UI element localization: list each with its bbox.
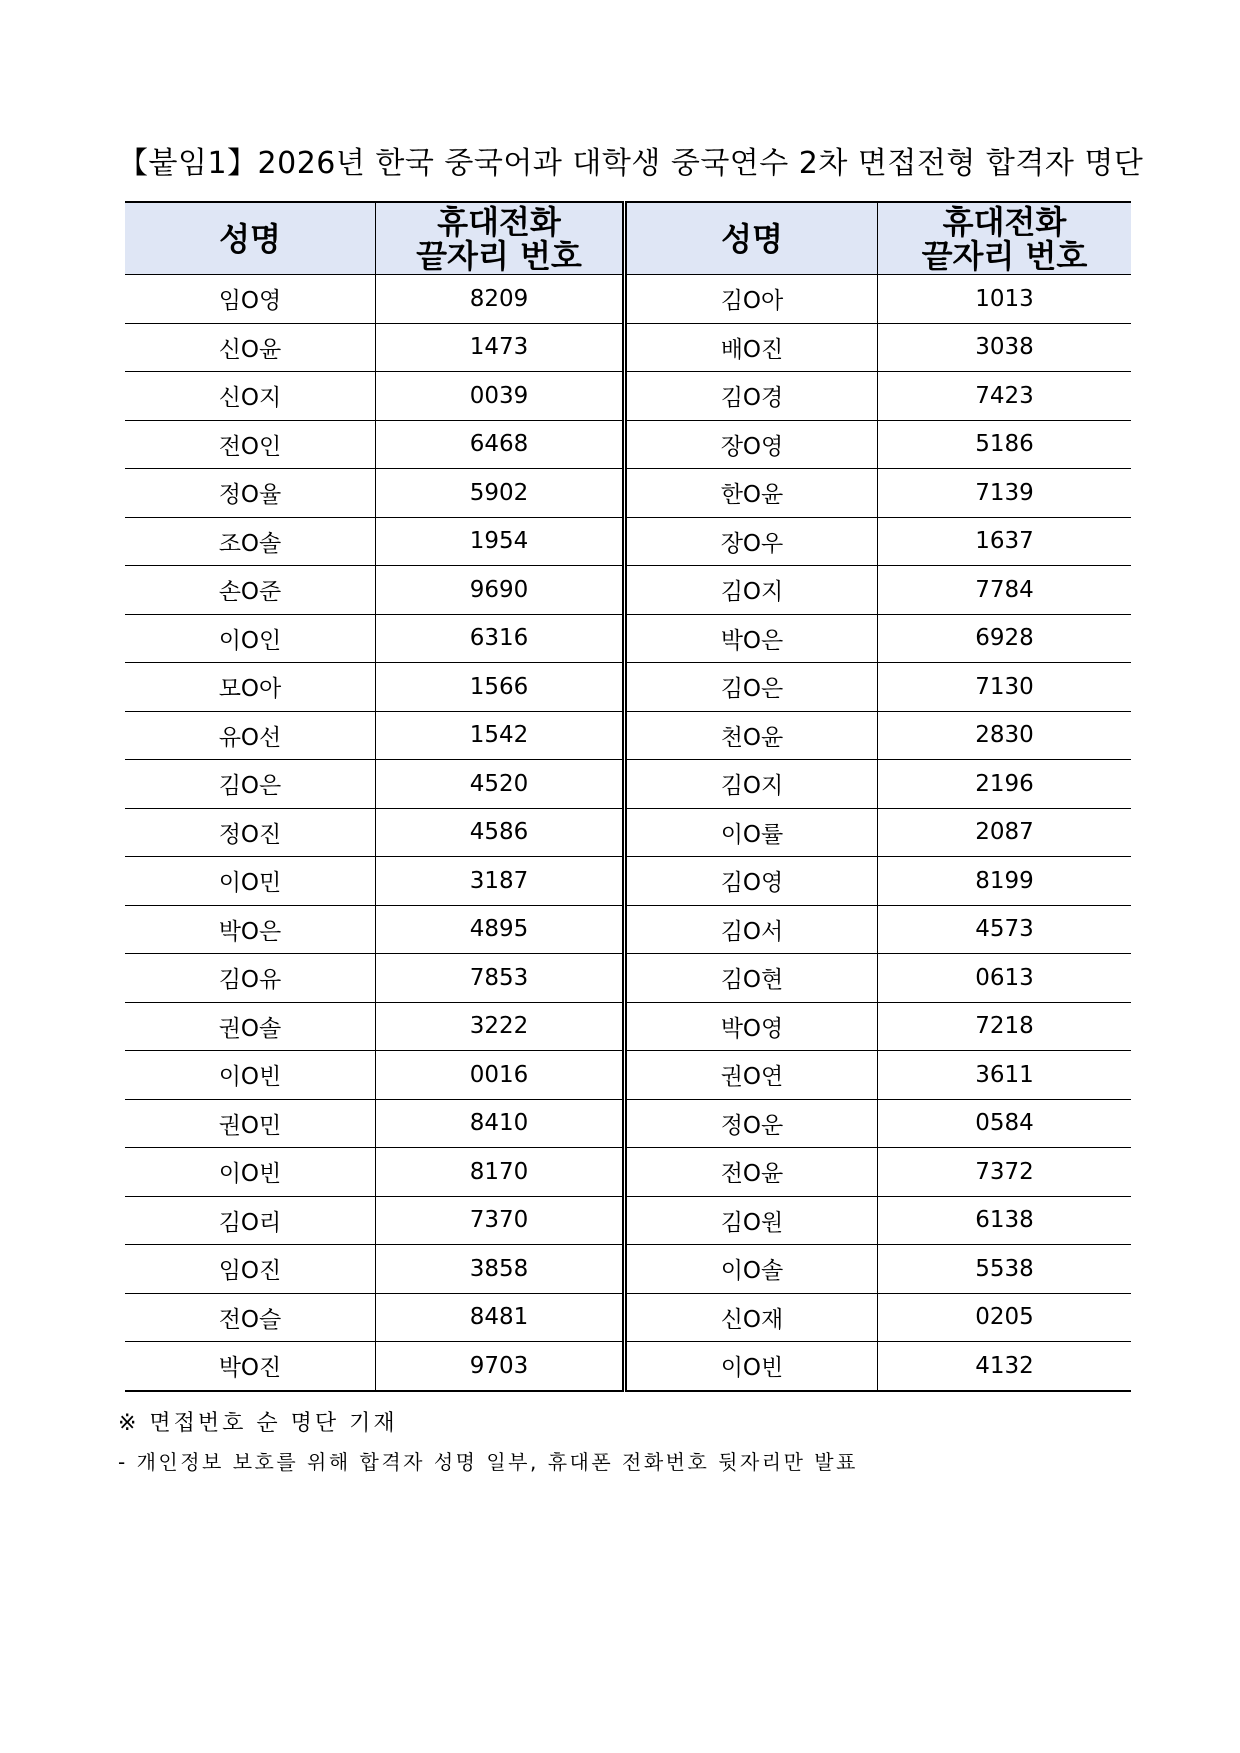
cell-name-left: 손O준 xyxy=(125,566,376,615)
cell-phone-left: 1542 xyxy=(376,711,625,760)
cell-name-right: 김O현 xyxy=(625,954,878,1003)
cell-name-right: 김O지 xyxy=(625,566,878,615)
cell-phone-right: 4573 xyxy=(878,905,1132,954)
cell-phone-left: 7370 xyxy=(376,1196,625,1245)
cell-name-right: 이O빈 xyxy=(625,1342,878,1391)
cell-phone-left: 4895 xyxy=(376,905,625,954)
cell-name-left: 전O인 xyxy=(125,420,376,469)
cell-name-right: 한O윤 xyxy=(625,469,878,518)
cell-name-right: 신O재 xyxy=(625,1293,878,1342)
cell-phone-left: 0016 xyxy=(376,1051,625,1100)
cell-name-left: 정O율 xyxy=(125,469,376,518)
table-row xyxy=(125,275,1131,324)
cell-phone-right: 7784 xyxy=(878,566,1132,615)
cell-name-right: 김O서 xyxy=(625,905,878,954)
cell-phone-right: 6138 xyxy=(878,1196,1132,1245)
cell-phone-left: 0039 xyxy=(376,372,625,421)
cell-name-left: 김O유 xyxy=(125,954,376,1003)
cell-name-right: 박O영 xyxy=(625,1002,878,1051)
cell-phone-left: 1473 xyxy=(376,323,625,372)
cell-phone-left: 8209 xyxy=(376,275,625,324)
table-row xyxy=(125,1051,1131,1100)
cell-phone-right: 2087 xyxy=(878,808,1132,857)
cell-name-left: 권O솔 xyxy=(125,1002,376,1051)
cell-name-right: 전O윤 xyxy=(625,1148,878,1197)
cell-phone-left: 8481 xyxy=(376,1293,625,1342)
table-row xyxy=(125,614,1131,663)
cell-name-right: 김O아 xyxy=(625,275,878,324)
cell-name-right: 천O윤 xyxy=(625,711,878,760)
cell-phone-right: 7139 xyxy=(878,469,1132,518)
cell-phone-right: 3038 xyxy=(878,323,1132,372)
table-row xyxy=(125,469,1131,518)
header-phone-line1: 휴대전화 xyxy=(437,202,561,241)
cell-name-left: 이O인 xyxy=(125,614,376,663)
cell-name-left: 모O아 xyxy=(125,663,376,712)
cell-phone-left: 1566 xyxy=(376,663,625,712)
cell-phone-right: 0613 xyxy=(878,954,1132,1003)
cell-phone-right: 0205 xyxy=(878,1293,1132,1342)
table-header-row xyxy=(125,202,1131,275)
cell-name-right: 권O연 xyxy=(625,1051,878,1100)
table-row xyxy=(125,663,1131,712)
table-row xyxy=(125,566,1131,615)
cell-name-left: 이O빈 xyxy=(125,1148,376,1197)
cell-name-left: 이O빈 xyxy=(125,1051,376,1100)
table-row xyxy=(125,954,1131,1003)
table-row xyxy=(125,808,1131,857)
cell-phone-left: 9703 xyxy=(376,1342,625,1391)
cell-name-left: 박O진 xyxy=(125,1342,376,1391)
cell-phone-right: 2196 xyxy=(878,760,1132,809)
cell-phone-left: 7853 xyxy=(376,954,625,1003)
cell-phone-right: 5538 xyxy=(878,1245,1132,1294)
cell-name-right: 배O진 xyxy=(625,323,878,372)
cell-name-left: 임O영 xyxy=(125,275,376,324)
cell-phone-right: 6928 xyxy=(878,614,1132,663)
table-row xyxy=(125,760,1131,809)
cell-name-left: 임O진 xyxy=(125,1245,376,1294)
cell-phone-right: 2830 xyxy=(878,711,1132,760)
table-row xyxy=(125,1293,1131,1342)
cell-name-right: 장O우 xyxy=(625,517,878,566)
header-phone-line2: 끝자리 번호 xyxy=(416,236,582,275)
cell-name-left: 신O윤 xyxy=(125,323,376,372)
cell-name-left: 유O선 xyxy=(125,711,376,760)
header-phone-line2: 끝자리 번호 xyxy=(921,236,1088,275)
cell-phone-right: 0584 xyxy=(878,1099,1132,1148)
cell-phone-left: 3858 xyxy=(376,1245,625,1294)
header-phone-left xyxy=(376,202,625,275)
table-row xyxy=(125,857,1131,906)
header-phone-right xyxy=(878,202,1132,275)
table-row xyxy=(125,1196,1131,1245)
cell-name-right: 김O경 xyxy=(625,372,878,421)
cell-name-right: 박O은 xyxy=(625,614,878,663)
cell-phone-left: 6316 xyxy=(376,614,625,663)
cell-phone-left: 6468 xyxy=(376,420,625,469)
cell-phone-right: 1637 xyxy=(878,517,1132,566)
cell-name-right: 김O원 xyxy=(625,1196,878,1245)
cell-phone-left: 1954 xyxy=(376,517,625,566)
cell-phone-left: 8170 xyxy=(376,1148,625,1197)
table-row xyxy=(125,1099,1131,1148)
cell-name-left: 조O솔 xyxy=(125,517,376,566)
cell-name-right: 정O운 xyxy=(625,1099,878,1148)
cell-name-left: 권O민 xyxy=(125,1099,376,1148)
table-row xyxy=(125,420,1131,469)
table-row xyxy=(125,1245,1131,1294)
cell-phone-right: 4132 xyxy=(878,1342,1132,1391)
table-row xyxy=(125,517,1131,566)
cell-name-right: 이O률 xyxy=(625,808,878,857)
table-row xyxy=(125,905,1131,954)
cell-name-right: 김O영 xyxy=(625,857,878,906)
cell-phone-right: 3611 xyxy=(878,1051,1132,1100)
table-row xyxy=(125,1342,1131,1391)
cell-phone-left: 4586 xyxy=(376,808,625,857)
cell-phone-right: 7130 xyxy=(878,663,1132,712)
cell-phone-left: 8410 xyxy=(376,1099,625,1148)
cell-name-right: 장O영 xyxy=(625,420,878,469)
cell-name-left: 정O진 xyxy=(125,808,376,857)
table-row xyxy=(125,372,1131,421)
table-row xyxy=(125,1148,1131,1197)
table-row xyxy=(125,1002,1131,1051)
cell-phone-right: 7423 xyxy=(878,372,1132,421)
cell-name-right: 김O지 xyxy=(625,760,878,809)
table-body xyxy=(125,275,1131,1391)
document-title: 【붙임1】2026년 한국 중국어과 대학생 중국연수 2차 면접전형 합격자 명단 xyxy=(118,146,1144,181)
cell-name-left: 김O은 xyxy=(125,760,376,809)
cell-name-right: 김O은 xyxy=(625,663,878,712)
results-table xyxy=(125,201,1131,1392)
cell-phone-left: 3187 xyxy=(376,857,625,906)
cell-phone-left: 4520 xyxy=(376,760,625,809)
cell-phone-left: 9690 xyxy=(376,566,625,615)
cell-name-left: 전O슬 xyxy=(125,1293,376,1342)
cell-phone-right: 5186 xyxy=(878,420,1132,469)
note-privacy: - 개인정보 보호를 위해 합격자 성명 일부, 휴대폰 전화번호 뒷자리만 발표 xyxy=(118,1450,858,1474)
cell-phone-right: 7372 xyxy=(878,1148,1132,1197)
cell-name-left: 이O민 xyxy=(125,857,376,906)
cell-phone-right: 8199 xyxy=(878,857,1132,906)
cell-phone-left: 5902 xyxy=(376,469,625,518)
cell-name-right: 이O솔 xyxy=(625,1245,878,1294)
results-table-container xyxy=(125,201,1129,1392)
cell-phone-left: 3222 xyxy=(376,1002,625,1051)
note-order: ※ 면접번호 순 명단 기재 xyxy=(118,1411,398,1436)
cell-name-left: 신O지 xyxy=(125,372,376,421)
table-row xyxy=(125,323,1131,372)
cell-phone-right: 7218 xyxy=(878,1002,1132,1051)
header-name-right: 성명 xyxy=(625,202,878,275)
cell-phone-right: 1013 xyxy=(878,275,1132,324)
cell-name-left: 박O은 xyxy=(125,905,376,954)
header-name-left: 성명 xyxy=(125,202,376,275)
cell-name-left: 김O리 xyxy=(125,1196,376,1245)
table-row xyxy=(125,711,1131,760)
header-phone-line1: 휴대전화 xyxy=(942,202,1067,241)
